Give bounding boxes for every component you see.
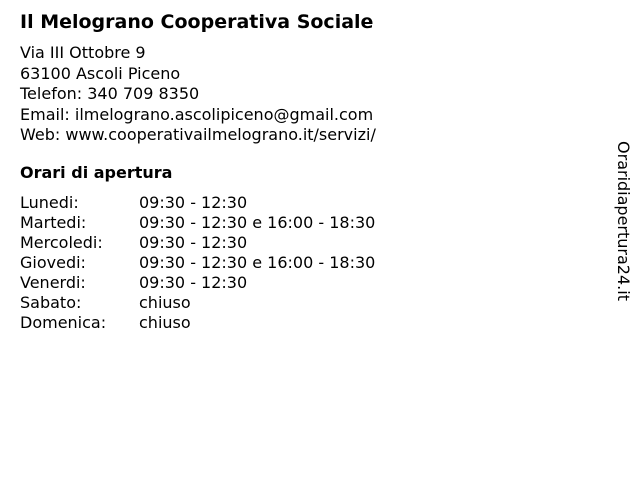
phone-number: Telefon: 340 709 8350	[20, 84, 200, 103]
day-label: Sabato:	[20, 293, 82, 312]
hours-heading: Orari di apertura	[20, 163, 173, 182]
day-label: Giovedi:	[20, 253, 86, 272]
contact-block	[20, 43, 376, 146]
website: Web: www.cooperativailmelograno.it/servizi/	[20, 125, 376, 144]
time-value: 09:30 - 12:30	[139, 233, 248, 252]
time-value: 09:30 - 12:30 e 16:00 - 18:30	[139, 213, 376, 232]
day-label: Lunedi:	[20, 193, 79, 212]
email-address: Email: ilmelograno.ascolipiceno@gmail.com	[20, 104, 374, 124]
business-name: Il Melograno Cooperativa Sociale	[20, 11, 374, 33]
day-label: Venerdi:	[20, 273, 86, 292]
time-value: 09:30 - 12:30	[139, 273, 248, 292]
city-address: 63100 Ascoli Piceno	[20, 63, 181, 83]
street-address: Via III Ottobre 9	[20, 43, 146, 62]
day-label: Domenica:	[20, 313, 107, 332]
time-value: chiuso	[139, 293, 191, 312]
day-label: Martedi:	[20, 213, 87, 232]
time-value: chiuso	[139, 313, 191, 332]
time-value: 09:30 - 12:30 e 16:00 - 18:30	[139, 253, 376, 272]
site-watermark: Oraridiapertura24.it	[614, 141, 633, 301]
day-label: Mercoledi:	[20, 233, 103, 252]
time-value: 09:30 - 12:30	[139, 193, 248, 212]
